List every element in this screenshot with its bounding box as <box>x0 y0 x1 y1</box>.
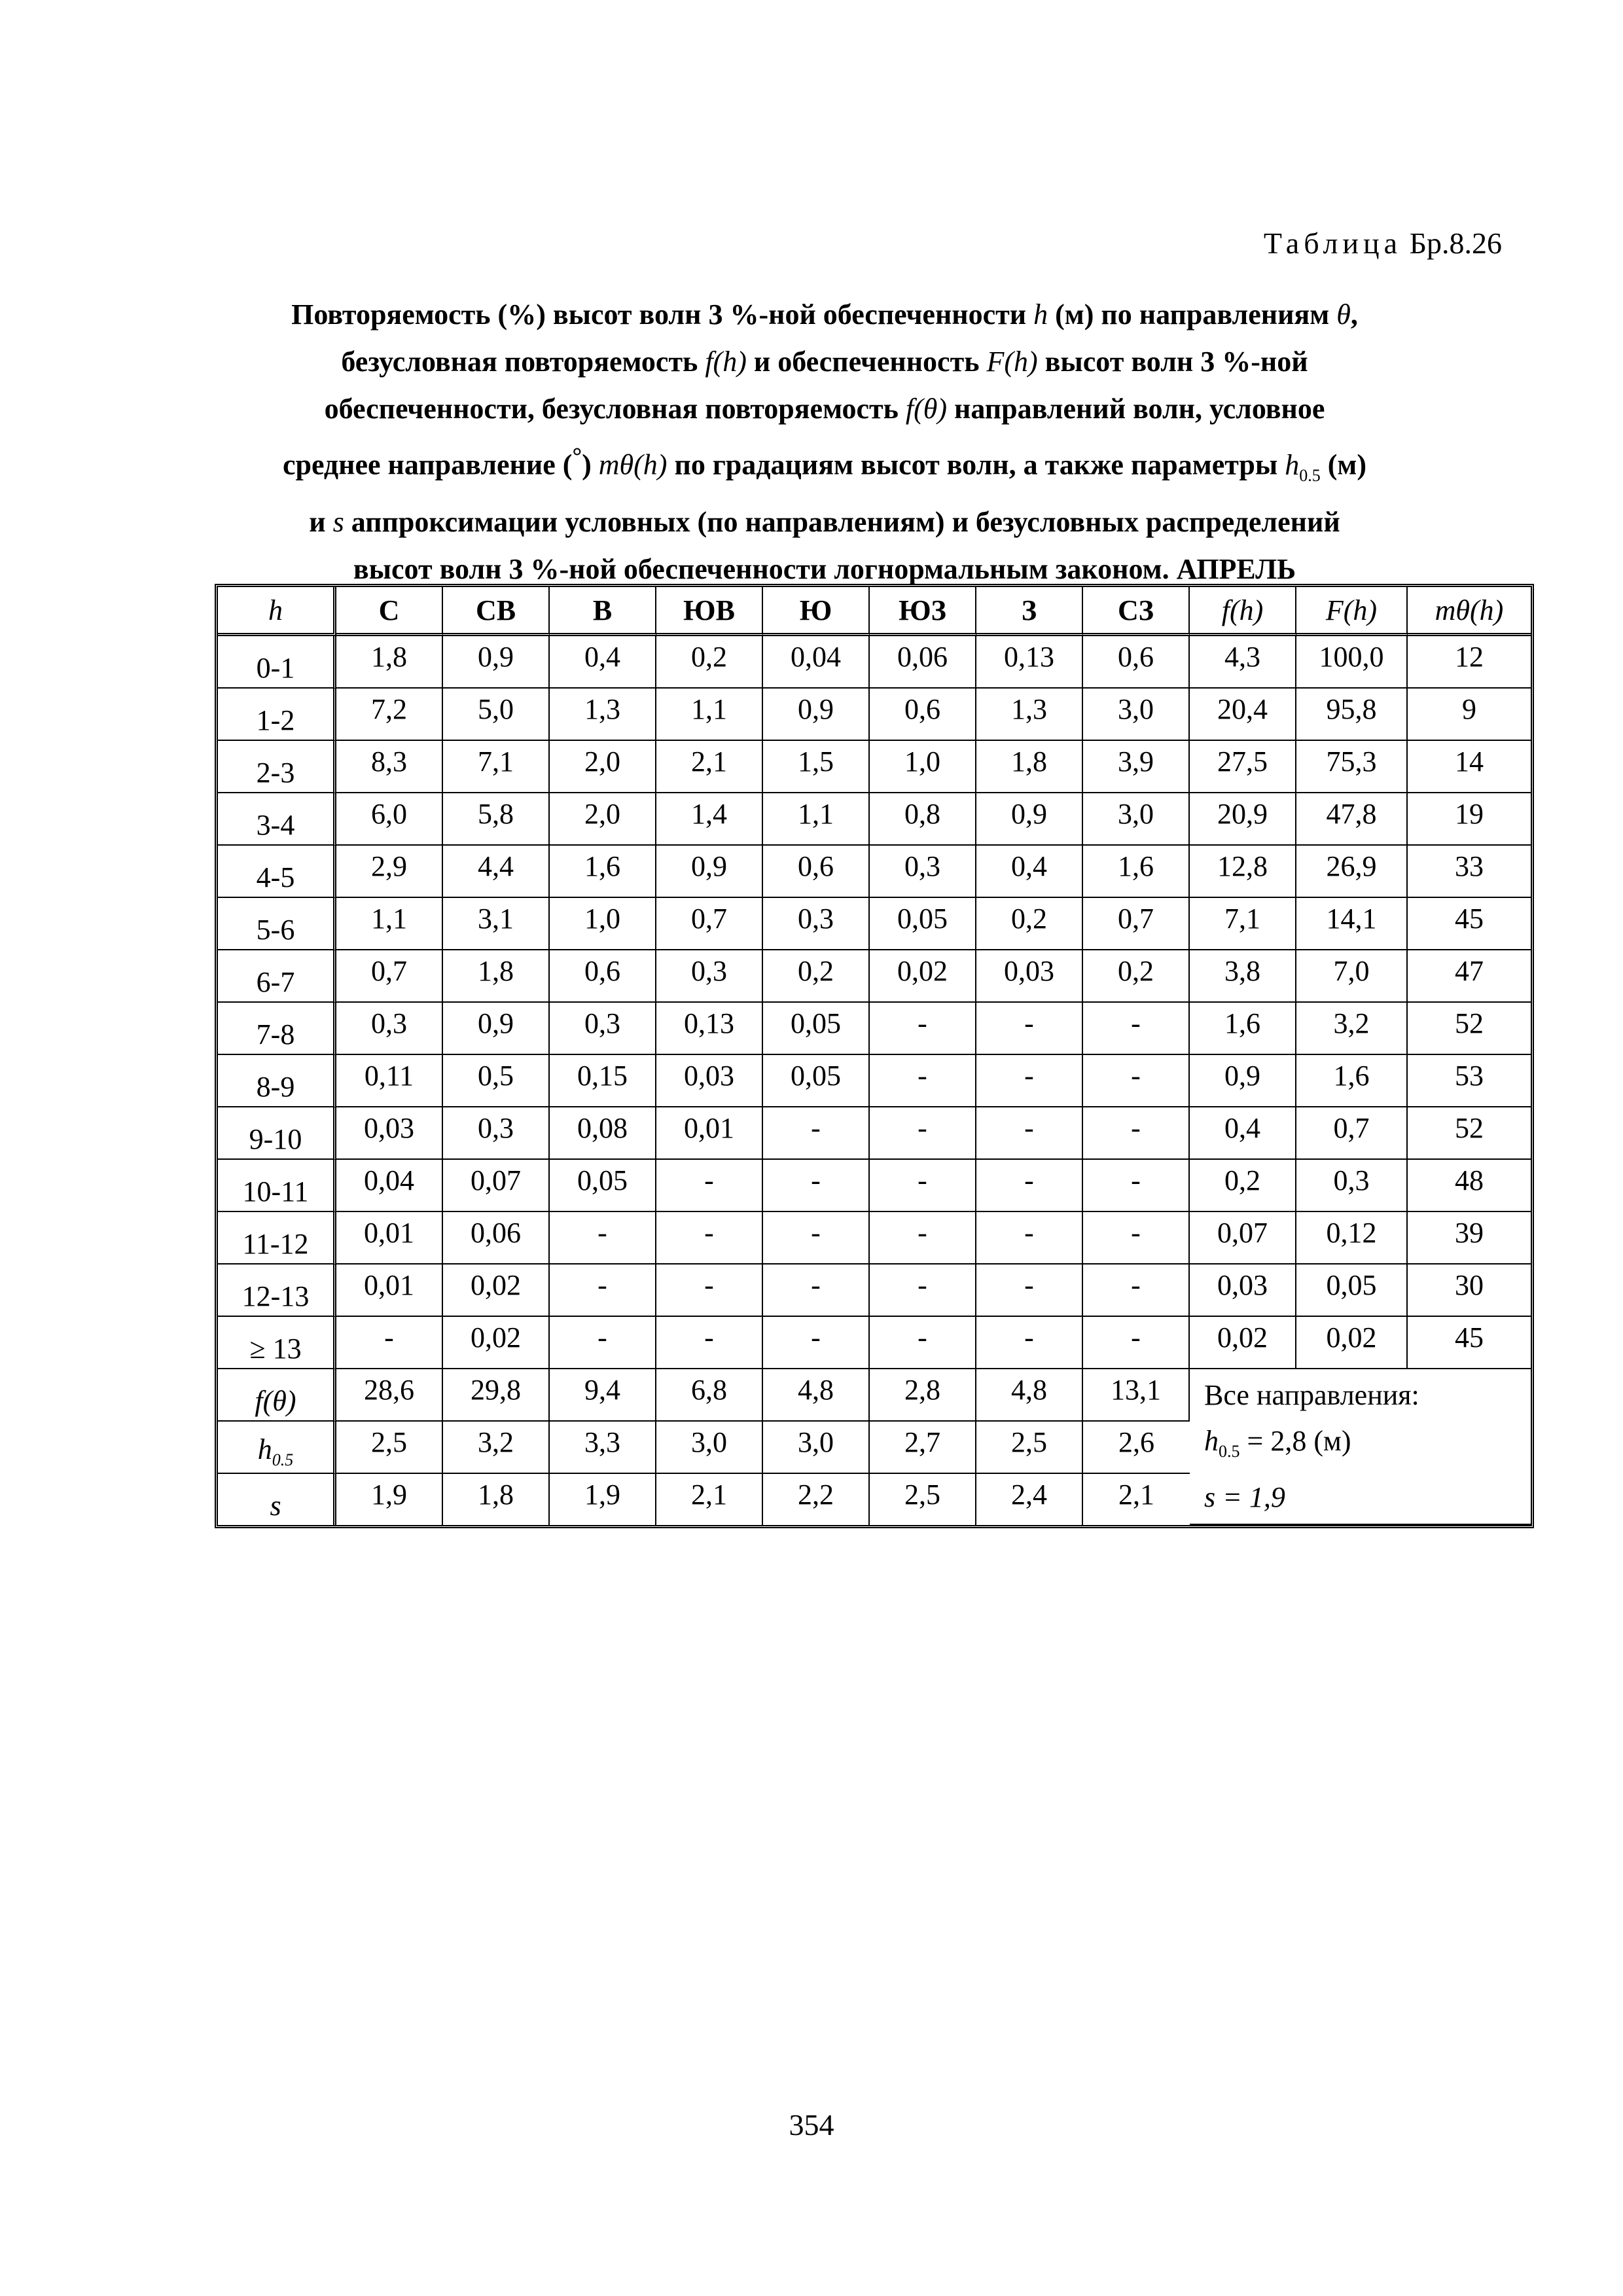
summary-cell: 1,9 <box>336 1474 443 1525</box>
caption-line-1 <box>209 291 1440 338</box>
caption-var: mθ(h) <box>598 448 668 481</box>
table-cell: - <box>656 1160 763 1212</box>
table-cell: 0,03 <box>336 1107 443 1160</box>
header-cell: В <box>550 587 656 636</box>
table-cell: 1,5 <box>763 741 870 793</box>
table-row <box>218 1055 1531 1107</box>
caption-var: F(h) <box>986 346 1038 378</box>
table-cell: 48 <box>1408 1160 1531 1212</box>
caption-line-4 <box>209 433 1440 499</box>
caption-line-6: высот волн 3 %-ной обеспеченности логнормальным законом. АПРЕЛЬ <box>353 553 1296 586</box>
table-cell: 0,13 <box>976 636 1083 689</box>
table-cell: 0,4 <box>1190 1107 1296 1160</box>
table-cell: 9 <box>1408 689 1531 741</box>
header-cell: С <box>336 587 443 636</box>
table-cell: - <box>870 1107 976 1160</box>
table-cell: 0,9 <box>443 1003 550 1055</box>
note-h-line: $h_{0.5} = 2,8$ (м) <box>1204 1425 1351 1461</box>
table-cell: 0,07 <box>443 1160 550 1212</box>
table-row <box>218 793 1531 846</box>
data-table-container <box>215 584 1531 1528</box>
table-cell: 0,3 <box>443 1107 550 1160</box>
table-cell: 1,0 <box>550 898 656 950</box>
table-row <box>218 1003 1531 1055</box>
caption-text: Повторяемость (%) высот волн 3 %-ной обеспеченности <box>291 298 1027 331</box>
table-cell: - <box>976 1317 1083 1369</box>
table-row <box>218 1212 1531 1265</box>
table-cell: 3,0 <box>1083 689 1190 741</box>
table-label-prefix: Таблица <box>1263 226 1402 260</box>
header-cell: f(h) <box>1190 587 1296 636</box>
table-cell: 0,9 <box>763 689 870 741</box>
caption-text: , <box>1350 298 1358 331</box>
table-cell: 1,1 <box>336 898 443 950</box>
table-body <box>218 636 1531 1525</box>
table-cell: 1,6 <box>1083 846 1190 898</box>
caption-text: и <box>309 506 326 539</box>
table-cell: 26,9 <box>1296 846 1408 898</box>
table-cell: 0,9 <box>1190 1055 1296 1107</box>
table-cell: 0,12 <box>1296 1212 1408 1265</box>
table-cell: 6,0 <box>336 793 443 846</box>
row-label-cell: 0-1 <box>218 636 336 689</box>
row-label-cell: 1-2 <box>218 689 336 741</box>
table-cell: 45 <box>1408 898 1531 950</box>
table-cell: 52 <box>1408 1107 1531 1160</box>
summary-label-cell: $h_{0.5}$ <box>218 1422 336 1474</box>
table-cell: 0,01 <box>656 1107 763 1160</box>
table-cell: 0,9 <box>656 846 763 898</box>
caption-text: среднее направление ( <box>282 448 573 481</box>
table-cell: 0,03 <box>1190 1265 1296 1317</box>
summary-cell: 4,8 <box>976 1369 1083 1422</box>
table-cell: 0,07 <box>1190 1212 1296 1265</box>
summary-cell: 13,1 <box>1083 1369 1190 1422</box>
table-cell: 0,2 <box>976 898 1083 950</box>
table-cell: 47,8 <box>1296 793 1408 846</box>
row-label-cell: 7-8 <box>218 1003 336 1055</box>
summary-cell: 3,0 <box>656 1422 763 1474</box>
table-cell: - <box>656 1265 763 1317</box>
table-cell: - <box>976 1107 1083 1160</box>
table-cell: 47 <box>1408 950 1531 1003</box>
table-cell: 1,1 <box>656 689 763 741</box>
table-cell: 2,1 <box>656 741 763 793</box>
table-row <box>218 636 1531 689</box>
summary-cell: 3,0 <box>763 1422 870 1474</box>
table-cell: 0,02 <box>443 1265 550 1317</box>
table-cell: - <box>1083 1212 1190 1265</box>
table-cell: - <box>976 1265 1083 1317</box>
table-cell: 0,02 <box>1190 1317 1296 1369</box>
table-cell: 0,2 <box>656 636 763 689</box>
row-label-cell: ≥ 13 <box>218 1317 336 1369</box>
caption-var: f(θ) <box>905 393 948 425</box>
table-cell: 4,4 <box>443 846 550 898</box>
table-cell: 4,3 <box>1190 636 1296 689</box>
summary-cell: 2,7 <box>870 1422 976 1474</box>
caption-text: обеспеченности, безусловная повторяемость <box>324 393 899 425</box>
summary-cell: 4,8 <box>763 1369 870 1422</box>
caption-var: $h_{0.5}$ <box>1285 448 1321 485</box>
table-cell: 45 <box>1408 1317 1531 1369</box>
table-cell: 7,2 <box>336 689 443 741</box>
table-row <box>218 689 1531 741</box>
table-cell: 0,02 <box>443 1317 550 1369</box>
table-cell: 3,9 <box>1083 741 1190 793</box>
table-cell: 100,0 <box>1296 636 1408 689</box>
table-cell: 0,3 <box>870 846 976 898</box>
table-cell: 33 <box>1408 846 1531 898</box>
table-cell: 0,04 <box>336 1160 443 1212</box>
degree-symbol: ° <box>572 442 582 469</box>
table-cell: 0,5 <box>443 1055 550 1107</box>
table-cell: - <box>763 1317 870 1369</box>
table-cell: 0,7 <box>656 898 763 950</box>
table-cell: 3,1 <box>443 898 550 950</box>
table-cell: - <box>763 1107 870 1160</box>
summary-cell: 1,8 <box>443 1474 550 1525</box>
table-cell: 30 <box>1408 1265 1531 1317</box>
table-cell: 0,7 <box>1296 1107 1408 1160</box>
wave-height-table <box>215 584 1534 1528</box>
row-label-cell: 4-5 <box>218 846 336 898</box>
caption-text: ) <box>582 448 592 481</box>
summary-row <box>218 1369 1531 1422</box>
summary-cell: 2,8 <box>870 1369 976 1422</box>
caption-var: s <box>332 506 344 539</box>
table-cell: - <box>550 1212 656 1265</box>
table-cell: 20,4 <box>1190 689 1296 741</box>
caption-text: (м) <box>1327 448 1367 481</box>
caption-var: f(h) <box>705 346 747 378</box>
table-row <box>218 846 1531 898</box>
table-cell: 0,3 <box>336 1003 443 1055</box>
summary-cell: 2,2 <box>763 1474 870 1525</box>
table-cell: - <box>1083 1003 1190 1055</box>
table-cell: 0,3 <box>550 1003 656 1055</box>
summary-cell: 9,4 <box>550 1369 656 1422</box>
table-cell: 0,6 <box>870 689 976 741</box>
table-cell: 0,2 <box>1083 950 1190 1003</box>
table-cell: 75,3 <box>1296 741 1408 793</box>
row-label-cell: 2-3 <box>218 741 336 793</box>
table-cell: 7,0 <box>1296 950 1408 1003</box>
table-cell: - <box>976 1055 1083 1107</box>
table-row <box>218 1107 1531 1160</box>
caption-text: аппроксимации условных (по направлениям) и безусловных распределений <box>351 506 1340 539</box>
table-cell: 0,08 <box>550 1107 656 1160</box>
row-label-cell: 10-11 <box>218 1160 336 1212</box>
table-cell: 53 <box>1408 1055 1531 1107</box>
row-label-cell: 9-10 <box>218 1107 336 1160</box>
caption-text: направлений волн, условное <box>954 393 1325 425</box>
table-cell: 1,6 <box>550 846 656 898</box>
table-cell: - <box>976 1003 1083 1055</box>
table-cell: 0,4 <box>550 636 656 689</box>
table-cell: 0,6 <box>763 846 870 898</box>
table-cell: - <box>336 1317 443 1369</box>
table-cell: 5,8 <box>443 793 550 846</box>
header-cell: ЮВ <box>656 587 763 636</box>
table-cell: 0,13 <box>656 1003 763 1055</box>
table-cell: 1,8 <box>443 950 550 1003</box>
table-row <box>218 1160 1531 1212</box>
table-cell: 0,02 <box>1296 1317 1408 1369</box>
table-cell: 14,1 <box>1296 898 1408 950</box>
table-cell: 1,3 <box>550 689 656 741</box>
note-s-line: s = 1,9 <box>1204 1480 1285 1513</box>
header-cell: mθ(h) <box>1408 587 1531 636</box>
table-cell: - <box>870 1003 976 1055</box>
summary-cell: 3,2 <box>443 1422 550 1474</box>
table-cell: 0,11 <box>336 1055 443 1107</box>
table-cell: 1,4 <box>656 793 763 846</box>
summary-cell: 2,4 <box>976 1474 1083 1525</box>
table-cell: - <box>656 1317 763 1369</box>
table-cell: 0,05 <box>1296 1265 1408 1317</box>
table-cell: 0,06 <box>870 636 976 689</box>
table-cell: 0,01 <box>336 1265 443 1317</box>
header-cell: З <box>976 587 1083 636</box>
summary-label-cell: f(θ) <box>218 1369 336 1422</box>
table-cell: - <box>763 1212 870 1265</box>
header-cell: Ю <box>763 587 870 636</box>
table-cell: 1,8 <box>976 741 1083 793</box>
table-cell: - <box>1083 1107 1190 1160</box>
caption-line-2 <box>209 338 1440 386</box>
header-cell: СВ <box>443 587 550 636</box>
table-cell: - <box>550 1265 656 1317</box>
table-cell: 1,3 <box>976 689 1083 741</box>
table-cell: 0,03 <box>976 950 1083 1003</box>
table-cell: 2,0 <box>550 793 656 846</box>
table-cell: 0,06 <box>443 1212 550 1265</box>
table-cell: 8,3 <box>336 741 443 793</box>
table-cell: 0,7 <box>336 950 443 1003</box>
table-cell: - <box>1083 1055 1190 1107</box>
table-cell: 1,6 <box>1190 1003 1296 1055</box>
summary-cell: 2,5 <box>976 1422 1083 1474</box>
summary-cell: 1,9 <box>550 1474 656 1525</box>
table-cell: 0,9 <box>976 793 1083 846</box>
table-cell: - <box>550 1317 656 1369</box>
summary-cell: 2,6 <box>1083 1422 1190 1474</box>
table-cell: 20,9 <box>1190 793 1296 846</box>
summary-cell: 3,3 <box>550 1422 656 1474</box>
table-cell: - <box>976 1212 1083 1265</box>
row-label-cell: 6-7 <box>218 950 336 1003</box>
note-title: Все направления: <box>1204 1379 1419 1412</box>
table-row <box>218 1265 1531 1317</box>
table-cell: - <box>870 1265 976 1317</box>
row-label-cell: 8-9 <box>218 1055 336 1107</box>
table-cell: 1,1 <box>763 793 870 846</box>
table-cell: 0,3 <box>1296 1160 1408 1212</box>
table-row <box>218 741 1531 793</box>
table-cell: 3,0 <box>1083 793 1190 846</box>
table-cell: 0,3 <box>763 898 870 950</box>
caption-text: по градациям высот волн, а также параметры <box>674 448 1278 481</box>
header-cell: ЮЗ <box>870 587 976 636</box>
table-header-row <box>218 587 1531 636</box>
table-cell: 0,7 <box>1083 898 1190 950</box>
table-cell: 0,05 <box>870 898 976 950</box>
summary-cell: 29,8 <box>443 1369 550 1422</box>
table-cell: - <box>870 1317 976 1369</box>
table-cell: 0,2 <box>1190 1160 1296 1212</box>
table-cell: 14 <box>1408 741 1531 793</box>
row-label-cell: 3-4 <box>218 793 336 846</box>
header-cell: СЗ <box>1083 587 1190 636</box>
row-label-cell: 12-13 <box>218 1265 336 1317</box>
caption-text: и обеспеченность <box>753 346 980 378</box>
summary-cell: 6,8 <box>656 1369 763 1422</box>
table-cell: - <box>763 1160 870 1212</box>
table-cell: 0,01 <box>336 1212 443 1265</box>
table-cell: 27,5 <box>1190 741 1296 793</box>
table-row <box>218 898 1531 950</box>
table-cell: 1,6 <box>1296 1055 1408 1107</box>
all-directions-note <box>1190 1369 1531 1525</box>
row-label-cell: 11-12 <box>218 1212 336 1265</box>
caption-text: (м) по направлениям <box>1055 298 1330 331</box>
table-cell: - <box>870 1160 976 1212</box>
summary-cell: 2,5 <box>336 1422 443 1474</box>
caption-text: безусловная повторяемость <box>341 346 698 378</box>
table-cell: 12,8 <box>1190 846 1296 898</box>
table-cell: 7,1 <box>1190 898 1296 950</box>
table-label-number: Бр.8.26 <box>1409 226 1502 260</box>
table-cell: - <box>1083 1265 1190 1317</box>
caption-var: h <box>1033 298 1048 331</box>
table-cell: 52 <box>1408 1003 1531 1055</box>
table-cell: 0,6 <box>550 950 656 1003</box>
caption-var: θ <box>1336 298 1351 331</box>
table-cell: 0,3 <box>656 950 763 1003</box>
table-cell: 0,05 <box>763 1003 870 1055</box>
table-cell: 0,8 <box>870 793 976 846</box>
table-cell: - <box>763 1265 870 1317</box>
table-cell: 0,9 <box>443 636 550 689</box>
summary-cell: 2,1 <box>1118 1479 1154 1511</box>
table-cell: - <box>870 1212 976 1265</box>
table-cell: 1,8 <box>336 636 443 689</box>
table-label <box>1264 226 1502 260</box>
table-cell: 0,02 <box>870 950 976 1003</box>
table-cell: - <box>1083 1160 1190 1212</box>
table-cell: 0,04 <box>763 636 870 689</box>
table-cell: 2,0 <box>550 741 656 793</box>
summary-label-cell: s <box>218 1474 336 1525</box>
table-cell: 19 <box>1408 793 1531 846</box>
table-row <box>218 1317 1531 1369</box>
table-cell: 0,4 <box>976 846 1083 898</box>
table-cell: 0,6 <box>1083 636 1190 689</box>
caption-line-5 <box>209 499 1440 546</box>
table-cell: 12 <box>1408 636 1531 689</box>
table-cell: - <box>976 1160 1083 1212</box>
table-cell: 0,05 <box>763 1055 870 1107</box>
table-cell: 3,8 <box>1190 950 1296 1003</box>
table-cell: 0,2 <box>763 950 870 1003</box>
table-cell: - <box>656 1212 763 1265</box>
table-row <box>218 950 1531 1003</box>
table-cell: 0,03 <box>656 1055 763 1107</box>
header-cell: h <box>218 587 336 636</box>
table-cell: 1,0 <box>870 741 976 793</box>
caption-line-3 <box>209 386 1440 433</box>
summary-cell: 2,5 <box>870 1474 976 1525</box>
table-cell: - <box>870 1055 976 1107</box>
table-caption <box>209 291 1440 593</box>
table-cell: 3,2 <box>1296 1003 1408 1055</box>
table-cell: - <box>1083 1317 1190 1369</box>
summary-cell: 2,1 <box>656 1474 763 1525</box>
caption-text: высот волн 3 %-ной <box>1044 346 1308 378</box>
header-cell: F(h) <box>1296 587 1408 636</box>
table-cell: 2,9 <box>336 846 443 898</box>
table-cell: 0,15 <box>550 1055 656 1107</box>
summary-cell: 28,6 <box>336 1369 443 1422</box>
table-cell: 5,0 <box>443 689 550 741</box>
table-cell: 0,05 <box>550 1160 656 1212</box>
table-cell: 95,8 <box>1296 689 1408 741</box>
row-label-cell: 5-6 <box>218 898 336 950</box>
page-number: 354 <box>789 2108 834 2142</box>
table-cell: 39 <box>1408 1212 1531 1265</box>
table-cell: 7,1 <box>443 741 550 793</box>
